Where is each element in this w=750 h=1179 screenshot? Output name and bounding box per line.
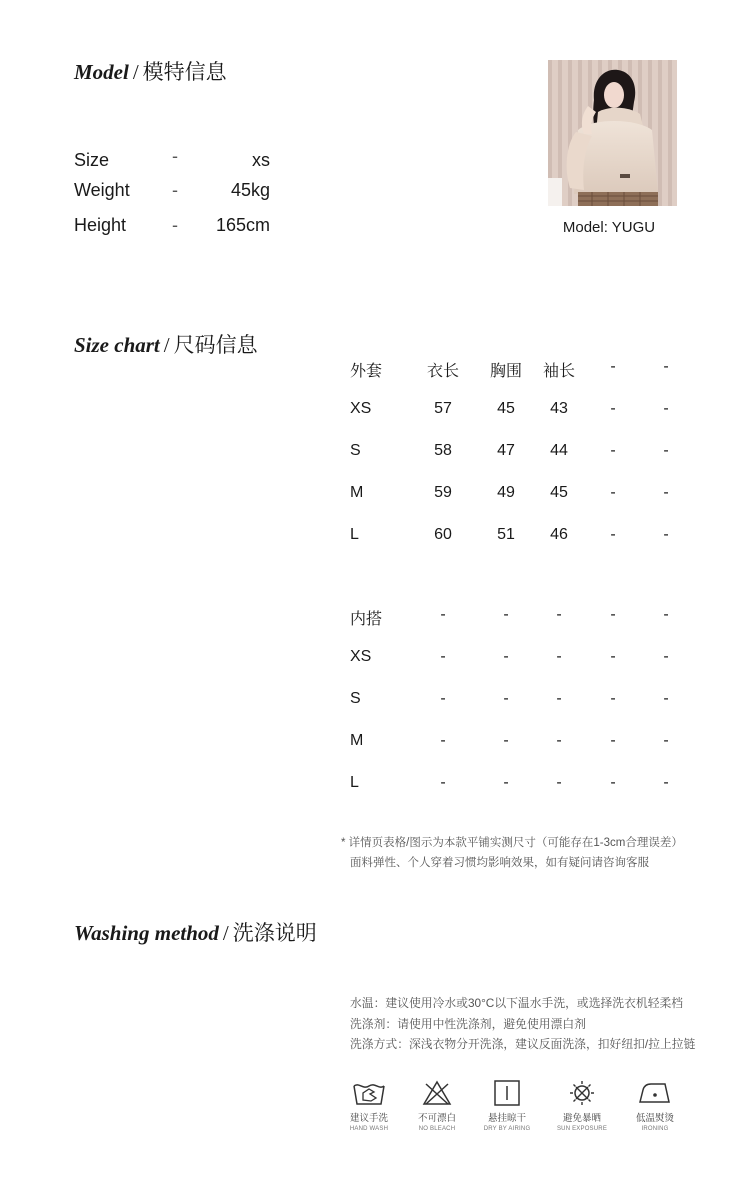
no-bleach-icon	[422, 1080, 452, 1106]
size-note-line-2: 面料弹性、个人穿着习惯均影响效果，如有疑问请咨询客服	[350, 857, 649, 869]
model-row-weight	[74, 180, 270, 206]
outerwear-cell: -	[610, 400, 616, 417]
inner-cell: S	[350, 690, 361, 707]
size-note-line-1: * 详情页表格/图示为本款平铺实测尺寸（可能存在1-3cm合理误差）	[341, 837, 683, 849]
outerwear-cell: 46	[550, 526, 568, 543]
inner-cell: -	[556, 690, 562, 707]
model-row-value: 165cm	[215, 215, 270, 235]
outerwear-cell: -	[663, 526, 669, 543]
inner-header-cell: -	[440, 606, 446, 623]
model-title-en: Model	[74, 60, 129, 84]
inner-cell: -	[663, 690, 669, 707]
care-low-iron	[623, 1080, 687, 1132]
inner-cell: -	[503, 774, 509, 791]
model-row-value: xs	[252, 150, 270, 170]
outerwear-cell: -	[610, 526, 616, 543]
title-separator: /	[132, 60, 139, 84]
inner-cell: -	[440, 648, 446, 665]
outerwear-cell: L	[350, 526, 359, 543]
outerwear-cell: -	[663, 400, 669, 417]
outerwear-cell: 51	[497, 526, 515, 543]
care-no-sun	[550, 1080, 614, 1132]
washing-title-en: Washing method	[74, 921, 219, 945]
outerwear-header-cell: 袖长	[542, 363, 576, 380]
inner-cell: L	[350, 774, 359, 791]
inner-cell: -	[663, 648, 669, 665]
inner-header-cell: -	[503, 606, 509, 623]
inner-cell: -	[556, 732, 562, 749]
model-title-zh: 模特信息	[142, 60, 227, 84]
hand-wash-icon	[352, 1080, 386, 1106]
model-row-dash: -	[172, 146, 178, 166]
outerwear-cell: 43	[550, 400, 568, 417]
model-photo	[548, 60, 677, 206]
outerwear-cell: M	[350, 484, 364, 501]
inner-cell: M	[350, 732, 364, 749]
outerwear-cell: -	[663, 442, 669, 459]
model-caption: Model: YUGU	[562, 219, 656, 236]
no-sun-icon	[567, 1080, 597, 1106]
inner-cell: -	[610, 690, 616, 707]
outerwear-cell: 57	[434, 400, 452, 417]
care-label-en: NO BLEACH	[418, 1126, 456, 1132]
inner-header-cell: 内搭	[350, 611, 383, 628]
inner-header-cell: -	[610, 606, 616, 623]
model-row-dash: -	[172, 215, 178, 235]
washing-title-zh: 洗涤说明	[232, 921, 317, 945]
inner-cell: -	[610, 732, 616, 749]
washing-line-detergent: 洗涤剂：请使用中性洗涤剂，避免使用漂白剂	[350, 1017, 586, 1031]
title-separator: /	[222, 921, 229, 945]
outerwear-cell: 45	[497, 400, 515, 417]
model-section-title	[74, 56, 227, 86]
care-label-zh: 低温熨烫	[635, 1113, 674, 1124]
washing-section-title	[74, 917, 317, 947]
model-row-label: Weight	[74, 180, 130, 200]
outerwear-header-cell: 外套	[350, 363, 383, 380]
model-row-size	[74, 146, 270, 176]
care-label-zh: 避免暴晒	[562, 1113, 601, 1124]
size-section-title	[74, 329, 258, 359]
outerwear-cell: 45	[550, 484, 568, 501]
inner-cell: -	[663, 732, 669, 749]
inner-cell: -	[440, 732, 446, 749]
inner-cell: -	[503, 732, 509, 749]
inner-cell: -	[610, 648, 616, 665]
inner-cell: -	[503, 690, 509, 707]
size-title-en: Size chart	[74, 333, 160, 357]
care-label-en: SUN EXPOSURE	[556, 1126, 608, 1132]
care-label-zh: 悬挂晾干	[487, 1113, 526, 1124]
inner-header-cell: -	[663, 606, 669, 623]
care-label-en: DRY BY AIRING	[483, 1126, 531, 1132]
inner-cell: -	[440, 774, 446, 791]
inner-header-cell: -	[556, 606, 562, 623]
outerwear-cell: -	[663, 484, 669, 501]
outerwear-cell: 58	[434, 442, 452, 459]
care-hand-wash	[337, 1080, 401, 1132]
outerwear-cell: 59	[434, 484, 452, 501]
outerwear-cell: 47	[497, 442, 515, 459]
outerwear-cell: S	[350, 442, 361, 459]
model-row-label: Height	[74, 215, 127, 235]
washing-line-method: 洗涤方式：深浅衣物分开洗涤，建议反面洗涤，扣好纽扣/拉上拉链	[350, 1037, 696, 1051]
outerwear-cell: 44	[550, 442, 568, 459]
model-row-dash: -	[172, 180, 178, 200]
outerwear-cell: 49	[497, 484, 515, 501]
size-title-zh: 尺码信息	[173, 333, 258, 357]
care-label-en: HAND WASH	[349, 1126, 389, 1132]
care-label-zh: 不可漂白	[417, 1113, 456, 1124]
inner-cell: -	[440, 690, 446, 707]
low-iron-icon	[637, 1080, 673, 1106]
outerwear-header-cell: 衣长	[426, 363, 460, 380]
care-label-en: IRONING	[641, 1126, 669, 1132]
inner-cell: XS	[350, 648, 372, 665]
model-row-height	[74, 215, 270, 241]
inner-cell: -	[503, 648, 509, 665]
outerwear-header-cell: 胸围	[489, 363, 523, 380]
outerwear-cell: 60	[434, 526, 452, 543]
inner-cell: -	[556, 648, 562, 665]
outerwear-header-cell: -	[610, 358, 616, 375]
care-line-dry	[475, 1080, 539, 1132]
washing-line-temperature: 水温：建议使用冷水或30°C以下温水手洗，或选择洗衣机轻柔档	[350, 996, 684, 1010]
inner-cell: -	[663, 774, 669, 791]
care-no-bleach	[405, 1080, 469, 1132]
line-dry-icon	[493, 1080, 521, 1106]
inner-cell: -	[610, 774, 616, 791]
model-row-label: Size	[74, 150, 110, 170]
outerwear-cell: XS	[350, 400, 372, 417]
outerwear-cell: -	[610, 484, 616, 501]
outerwear-cell: -	[610, 442, 616, 459]
care-label-zh: 建议手洗	[349, 1113, 388, 1124]
inner-cell: -	[556, 774, 562, 791]
outerwear-header-cell: -	[663, 358, 669, 375]
model-row-value: 45kg	[230, 180, 270, 200]
title-separator: /	[163, 333, 170, 357]
